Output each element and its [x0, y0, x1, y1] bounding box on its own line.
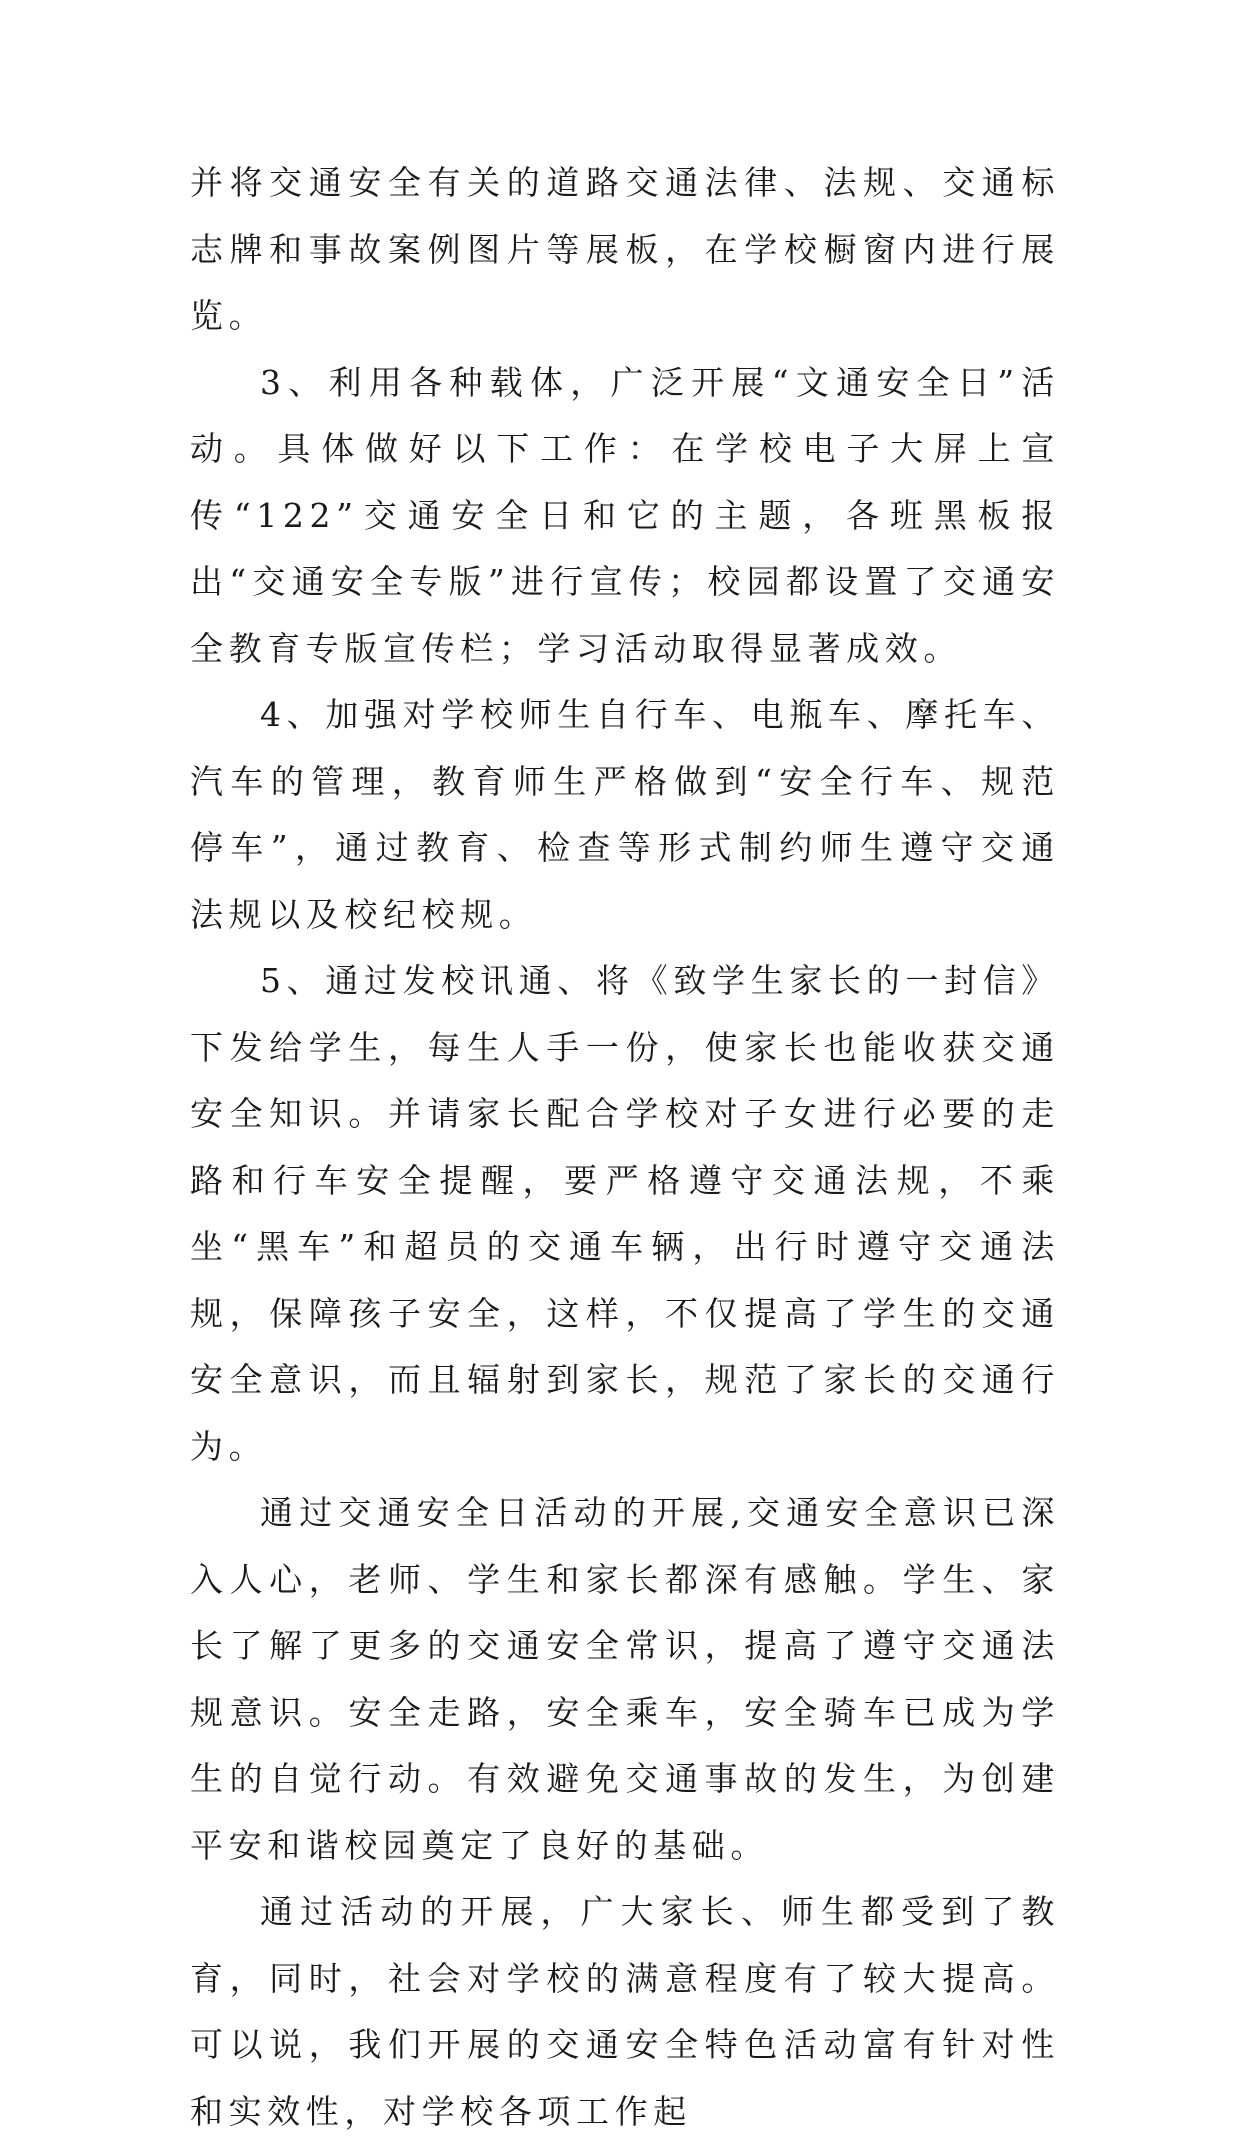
paragraph-4: 5、通过发校讯通、将《致学生家长的一封信》下发给学生，每生人手一份，使家长也能收获交通安全知识。并请家长配合学校对子女进行必要的走路和行车安全提醒，要严格遵守交通法规，不乘坐“黑车”和超员的交通车辆，出行时遵守交通法规，保障孩子安全，这样，不仅提高了学生的交通安全意识，而且辐射到家长，规范了家长的交通行为。 — [190, 961, 1060, 1466]
paragraph-3: 4、加强对学校师生自行车、电瓶车、摩托车、汽车的管理，教育师生严格做到“安全行车、规范停车”，通过教育、检查等形式制约师生遵守交通法规以及校纪校规。 — [190, 695, 1060, 934]
paragraph-2: 3、利用各种载体，广泛开展“文通安全日”活动。具体做好以下工作：在学校电子大屏上宣传“122”交通安全日和它的主题，各班黑板报出“交通安全专版”进行宣传；校园都设置了交通安全教育专版宣传栏；学习活动取得显著成效。 — [190, 362, 1060, 668]
paragraph-1: 并将交通安全有关的道路交通法律、法规、交通标志牌和事故案例图片等展板，在学校橱窗内进行展览。 — [190, 163, 1060, 335]
paragraph-6: 通过活动的开展，广大家长、师生都受到了教育，同时，社会对学校的满意程度有了较大提高。可以说，我们开展的交通安全特色活动富有针对性和实效性，对学校各项工作起 — [190, 1892, 1060, 2131]
document-body — [190, 150, 1060, 2145]
paragraph-5: 通过交通安全日活动的开展,交通安全意识已深入人心，老师、学生和家长都深有感触。学生、家长了解了更多的交通安全常识，提高了遵守交通法规意识。安全走路，安全乘车，安全骑车已成为学生的自觉行动。有效避免交通事故的发生，为创建平安和谐校园奠定了良好的基础。 — [190, 1493, 1060, 1865]
